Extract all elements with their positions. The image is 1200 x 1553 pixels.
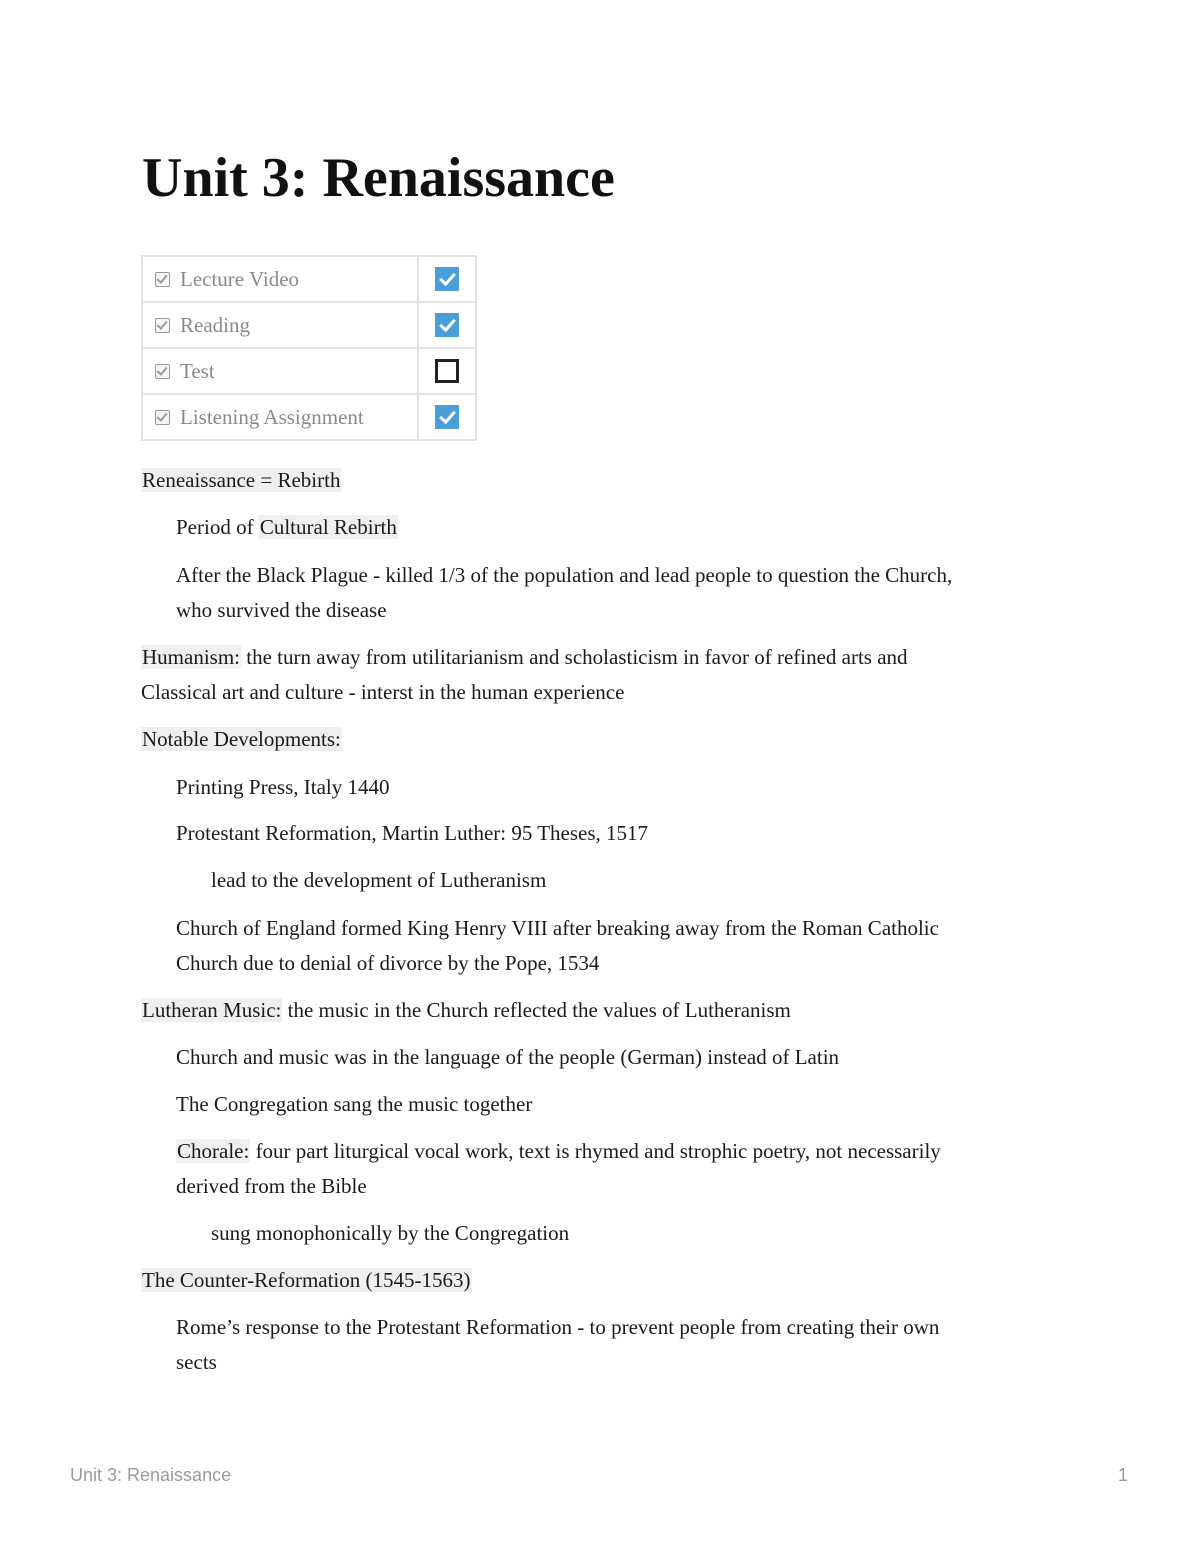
note-line: The Congregation sang the music together <box>176 1092 533 1116</box>
note-text: Period of <box>176 515 259 539</box>
checklist-label: Listening Assignment <box>180 404 364 429</box>
checklist-row-listening-assignment <box>142 394 476 440</box>
checklist-row-test <box>142 348 476 394</box>
checklist-row-lecture-video <box>142 256 476 302</box>
note-text: the music in the Church reflected the values of Lutheranism <box>282 998 791 1022</box>
checklist-table <box>141 255 477 441</box>
checklist-label: Reading <box>180 312 250 337</box>
note-line <box>141 993 791 1028</box>
note-line <box>176 1134 941 1169</box>
note-line: derived from the Bible <box>176 1174 367 1198</box>
checkbox-list-icon <box>155 272 170 287</box>
highlighted-term: The Counter-Reformation (1545-1563) <box>142 1268 471 1292</box>
highlighted-term: Chorale: <box>177 1139 250 1163</box>
note-text: the turn away from utilitarianism and scholasticism in favor of refined arts and <box>241 645 908 669</box>
unchecked-checkbox-icon[interactable] <box>435 359 459 383</box>
highlighted-term: Cultural Rebirth <box>259 515 397 539</box>
checklist-row-reading <box>142 302 476 348</box>
note-text: four part liturgical vocal work, text is rhymed and strophic poetry, not necessarily <box>250 1139 941 1163</box>
note-line: lead to the development of Lutheranism <box>211 868 547 892</box>
page-title: Unit 3: Renaissance <box>142 147 615 209</box>
note-line <box>141 640 908 675</box>
note-line: Classical art and culture - interst in the human experience <box>141 680 625 704</box>
note-line <box>176 510 398 545</box>
note-line <box>141 1263 472 1298</box>
highlighted-term: Reneaissance = Rebirth <box>142 468 341 492</box>
highlighted-term: Lutheran Music: <box>142 998 282 1022</box>
checklist-label: Test <box>180 358 215 383</box>
checklist-label: Lecture Video <box>180 266 300 291</box>
note-line: Rome’s response to the Protestant Reformation - to prevent people from creating their own <box>176 1315 940 1339</box>
note-line <box>141 722 342 757</box>
note-line <box>141 463 341 498</box>
note-line: Printing Press, Italy 1440 <box>176 775 390 799</box>
checkbox-list-icon <box>155 410 170 425</box>
page-number: 1 <box>1117 1465 1128 1485</box>
note-line: who survived the disease <box>176 598 387 622</box>
checkbox-list-icon <box>155 364 170 379</box>
footer-title: Unit 3: Renaissance <box>70 1465 232 1485</box>
checked-checkbox-icon[interactable] <box>435 313 459 337</box>
note-line: Protestant Reformation, Martin Luther: 95 Theses, 1517 <box>176 821 649 845</box>
note-line: sects <box>176 1350 217 1374</box>
note-line: Church due to denial of divorce by the Pope, 1534 <box>176 951 600 975</box>
note-line: Church and music was in the language of the people (German) instead of Latin <box>176 1045 840 1069</box>
checked-checkbox-icon[interactable] <box>435 267 459 291</box>
note-line: After the Black Plague - killed 1/3 of the population and lead people to question the Church, <box>176 563 953 587</box>
note-line: Church of England formed King Henry VIII after breaking away from the Roman Catholic <box>176 916 939 940</box>
checked-checkbox-icon[interactable] <box>435 405 459 429</box>
highlighted-term: Notable Developments: <box>142 727 341 751</box>
highlighted-term: Humanism: <box>142 645 240 669</box>
checkbox-list-icon <box>155 318 170 333</box>
note-line: sung monophonically by the Congregation <box>211 1221 570 1245</box>
